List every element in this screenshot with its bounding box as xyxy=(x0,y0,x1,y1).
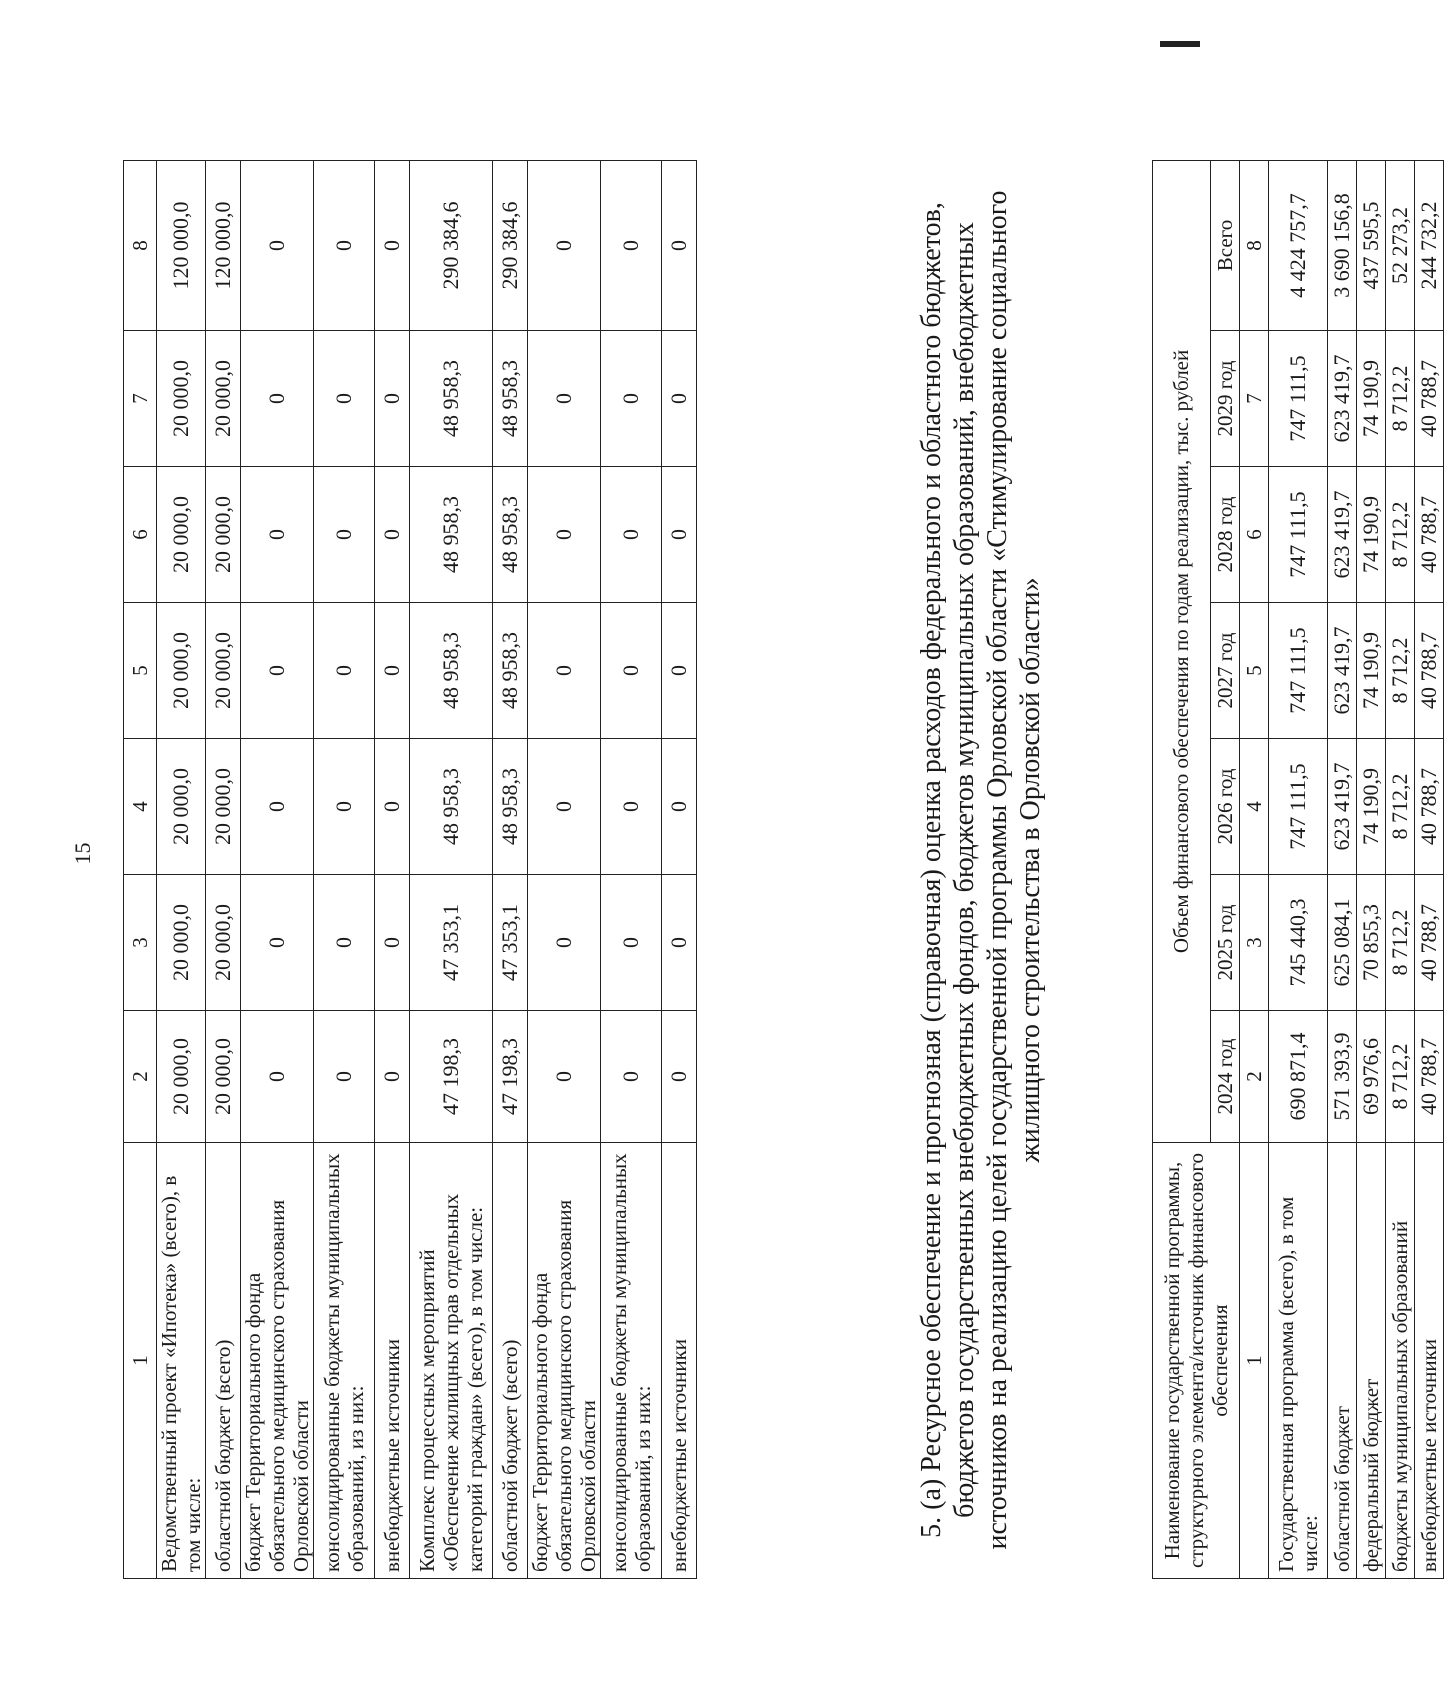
year-header: 2027 год xyxy=(1210,603,1239,739)
table2-header-row xyxy=(1153,160,1211,1578)
value-cell: 47 198,3 xyxy=(493,1011,528,1143)
value-cell: 20 000,0 xyxy=(157,331,206,467)
value-cell: 0 xyxy=(601,739,662,875)
value-cell: 0 xyxy=(662,1011,697,1143)
value-cell: 20 000,0 xyxy=(206,1011,241,1143)
value-cell: 47 198,3 xyxy=(410,1011,493,1143)
total-header: Всего xyxy=(1210,160,1239,330)
value-cell: 0 xyxy=(601,875,662,1011)
value-cell: 20 000,0 xyxy=(157,1011,206,1143)
value-cell: 47 353,1 xyxy=(410,875,493,1011)
page-number: 15 xyxy=(70,842,95,865)
year-header: 2028 год xyxy=(1210,467,1239,603)
value-cell: 52 273,2 xyxy=(1386,160,1415,330)
value-cell: 0 xyxy=(314,331,375,467)
value-cell: 290 384,6 xyxy=(493,161,528,331)
header-cell: 6 xyxy=(124,467,157,603)
value-cell: 0 xyxy=(528,467,601,603)
funding-table-continued xyxy=(123,160,697,1579)
value-cell: 40 788,7 xyxy=(1415,603,1444,739)
value-cell: 48 958,3 xyxy=(493,331,528,467)
value-cell: 0 xyxy=(528,1011,601,1143)
row-label: бюджет Территориального фонда обязательного медицинского страхования Орловской области xyxy=(528,1143,601,1579)
value-cell: 690 871,4 xyxy=(1269,1011,1328,1143)
value-cell: 8 712,2 xyxy=(1386,331,1415,467)
header-cell: 1 xyxy=(124,1143,157,1579)
value-cell: 20 000,0 xyxy=(157,875,206,1011)
value-cell: 74 190,9 xyxy=(1357,603,1386,739)
value-cell: 40 788,7 xyxy=(1415,467,1444,603)
column-number: 1 xyxy=(1240,1143,1269,1579)
header-cell: 2 xyxy=(124,1011,157,1143)
value-cell: 0 xyxy=(601,603,662,739)
value-cell: 0 xyxy=(662,161,697,331)
row-label: консолидированные бюджеты муниципальных образований, из них: xyxy=(601,1143,662,1579)
value-cell: 0 xyxy=(662,603,697,739)
value-cell: 8 712,2 xyxy=(1386,1011,1415,1143)
value-cell: 0 xyxy=(601,161,662,331)
value-cell: 0 xyxy=(314,467,375,603)
value-cell: 0 xyxy=(314,875,375,1011)
table-row xyxy=(410,161,493,1579)
table-row xyxy=(206,161,241,1579)
row-label: Комплекс процессных мероприятий «Обеспечение жилищных прав отдельных категорий граждан» (всего), в том числе: xyxy=(410,1143,493,1579)
value-cell: 623 419,7 xyxy=(1328,331,1357,467)
value-cell: 0 xyxy=(528,603,601,739)
row-label: бюджеты муниципальных образований xyxy=(1386,1143,1415,1579)
value-cell: 0 xyxy=(601,467,662,603)
value-cell: 623 419,7 xyxy=(1328,467,1357,603)
table2-body xyxy=(1153,160,1444,1578)
value-cell: 20 000,0 xyxy=(206,331,241,467)
value-cell: 69 976,6 xyxy=(1357,1011,1386,1143)
row-label: внебюджетные источники xyxy=(662,1143,697,1579)
row-label: консолидированные бюджеты муниципальных образований, из них: xyxy=(314,1143,375,1579)
value-cell: 0 xyxy=(314,1011,375,1143)
table-row xyxy=(157,161,206,1579)
value-cell: 0 xyxy=(528,331,601,467)
table-row xyxy=(528,161,601,1579)
value-cell: 0 xyxy=(314,161,375,331)
value-cell: 120 000,0 xyxy=(206,161,241,331)
value-cell: 47 353,1 xyxy=(493,875,528,1011)
value-cell: 20 000,0 xyxy=(206,739,241,875)
value-cell: 244 732,2 xyxy=(1415,160,1444,330)
row-label: внебюджетные источники xyxy=(375,1143,410,1579)
column-number: 2 xyxy=(1240,1011,1269,1143)
row-label: Государственная программа (всего), в том числе: xyxy=(1269,1143,1328,1579)
value-cell: 0 xyxy=(601,331,662,467)
table-row xyxy=(1415,160,1444,1578)
value-cell: 8 712,2 xyxy=(1386,875,1415,1011)
value-cell: 8 712,2 xyxy=(1386,603,1415,739)
value-cell: 0 xyxy=(528,875,601,1011)
column-number: 8 xyxy=(1240,160,1269,330)
header-cell: 7 xyxy=(124,331,157,467)
resource-provision-table xyxy=(1152,160,1444,1579)
header-cell: 3 xyxy=(124,875,157,1011)
value-cell: 8 712,2 xyxy=(1386,467,1415,603)
value-cell: 0 xyxy=(528,161,601,331)
scan-corner-mark xyxy=(1160,41,1200,47)
header-cell: 8 xyxy=(124,161,157,331)
value-cell: 0 xyxy=(241,603,314,739)
value-cell: 0 xyxy=(375,161,410,331)
year-header: 2026 год xyxy=(1210,739,1239,875)
value-cell: 48 958,3 xyxy=(493,603,528,739)
table-row xyxy=(241,161,314,1579)
table1-header-row xyxy=(124,161,157,1579)
row-label: внебюджетные источники xyxy=(1415,1143,1444,1579)
row-label: областной бюджет (всего) xyxy=(206,1143,241,1579)
value-cell: 0 xyxy=(375,331,410,467)
column-number: 5 xyxy=(1240,603,1269,739)
header-cell: 5 xyxy=(124,603,157,739)
year-header: 2024 год xyxy=(1210,1011,1239,1143)
row-label: федеральный бюджет xyxy=(1357,1143,1386,1579)
value-cell: 571 393,9 xyxy=(1328,1011,1357,1143)
value-cell: 48 958,3 xyxy=(410,739,493,875)
value-cell: 745 440,3 xyxy=(1269,875,1328,1011)
table-row xyxy=(1328,160,1357,1578)
value-cell: 0 xyxy=(662,875,697,1011)
value-cell: 0 xyxy=(528,739,601,875)
table-row xyxy=(601,161,662,1579)
table-row xyxy=(1269,160,1328,1578)
value-cell: 48 958,3 xyxy=(493,467,528,603)
row-label: бюджет Территориального фонда обязательного медицинского страхования Орловской области xyxy=(241,1143,314,1579)
value-cell: 3 690 156,8 xyxy=(1328,160,1357,330)
value-cell: 74 190,9 xyxy=(1357,331,1386,467)
table-row xyxy=(493,161,528,1579)
value-cell: 70 855,3 xyxy=(1357,875,1386,1011)
value-cell: 40 788,7 xyxy=(1415,1011,1444,1143)
value-cell: 0 xyxy=(375,1011,410,1143)
value-cell: 0 xyxy=(241,467,314,603)
year-header: 2025 год xyxy=(1210,875,1239,1011)
value-cell: 747 111,5 xyxy=(1269,603,1328,739)
value-cell: 747 111,5 xyxy=(1269,739,1328,875)
value-cell: 747 111,5 xyxy=(1269,331,1328,467)
column-number: 4 xyxy=(1240,739,1269,875)
table-row xyxy=(662,161,697,1579)
value-cell: 0 xyxy=(314,603,375,739)
value-cell: 20 000,0 xyxy=(206,467,241,603)
value-cell: 0 xyxy=(375,467,410,603)
section-title: 5. (а) Ресурсное обеспечение и прогнозная (справочная) оценка расходов федерального и областного бюджетов, бюджетов государственных внебюджетных фондов, бюджетов муниципальных образований, внебюджетных источников на реализацию целей государственной программы Орловской области «Стимулирование социального жилищного строительства в Орловской области» xyxy=(916,190,1046,1550)
table-row xyxy=(1357,160,1386,1578)
column-number: 3 xyxy=(1240,875,1269,1011)
row-label: областной бюджет xyxy=(1328,1143,1357,1579)
table-row xyxy=(1386,160,1415,1578)
value-cell: 623 419,7 xyxy=(1328,739,1357,875)
value-cell: 0 xyxy=(375,875,410,1011)
value-cell: 20 000,0 xyxy=(157,467,206,603)
value-cell: 48 958,3 xyxy=(410,603,493,739)
value-cell: 0 xyxy=(241,875,314,1011)
value-cell: 0 xyxy=(662,739,697,875)
value-cell: 48 958,3 xyxy=(410,467,493,603)
value-cell: 0 xyxy=(241,331,314,467)
value-cell: 40 788,7 xyxy=(1415,875,1444,1011)
value-cell: 74 190,9 xyxy=(1357,467,1386,603)
value-cell: 120 000,0 xyxy=(157,161,206,331)
value-cell: 40 788,7 xyxy=(1415,739,1444,875)
value-cell: 8 712,2 xyxy=(1386,739,1415,875)
table-row xyxy=(375,161,410,1579)
value-cell: 4 424 757,7 xyxy=(1269,160,1328,330)
value-cell: 20 000,0 xyxy=(206,603,241,739)
value-cell: 0 xyxy=(662,467,697,603)
table1-body xyxy=(124,161,697,1579)
value-cell: 0 xyxy=(241,739,314,875)
program-name-header: Наименование государственной программы, структурного элемента/источник финансового обеспечения xyxy=(1153,1143,1240,1579)
value-cell: 0 xyxy=(314,739,375,875)
value-cell: 0 xyxy=(662,331,697,467)
value-cell: 0 xyxy=(601,1011,662,1143)
value-cell: 437 595,5 xyxy=(1357,160,1386,330)
row-label: областной бюджет (всего) xyxy=(493,1143,528,1579)
value-cell: 20 000,0 xyxy=(157,603,206,739)
value-cell: 0 xyxy=(241,1011,314,1143)
row-label: Ведомственный проект «Ипотека» (всего), в том числе: xyxy=(157,1143,206,1579)
table-row xyxy=(314,161,375,1579)
table2-number-row xyxy=(1240,160,1269,1578)
value-cell: 0 xyxy=(375,603,410,739)
column-number: 7 xyxy=(1240,331,1269,467)
value-cell: 0 xyxy=(375,739,410,875)
year-header: 2029 год xyxy=(1210,331,1239,467)
column-number: 6 xyxy=(1240,467,1269,603)
value-cell: 290 384,6 xyxy=(410,161,493,331)
value-cell: 0 xyxy=(241,161,314,331)
value-cell: 40 788,7 xyxy=(1415,331,1444,467)
value-cell: 625 084,1 xyxy=(1328,875,1357,1011)
funding-volume-header: Объем финансового обеспечения по годам реализации, тыс. рублей xyxy=(1153,160,1211,1142)
header-cell: 4 xyxy=(124,739,157,875)
value-cell: 623 419,7 xyxy=(1328,603,1357,739)
value-cell: 48 958,3 xyxy=(493,739,528,875)
value-cell: 747 111,5 xyxy=(1269,467,1328,603)
value-cell: 20 000,0 xyxy=(206,875,241,1011)
value-cell: 74 190,9 xyxy=(1357,739,1386,875)
value-cell: 20 000,0 xyxy=(157,739,206,875)
value-cell: 48 958,3 xyxy=(410,331,493,467)
